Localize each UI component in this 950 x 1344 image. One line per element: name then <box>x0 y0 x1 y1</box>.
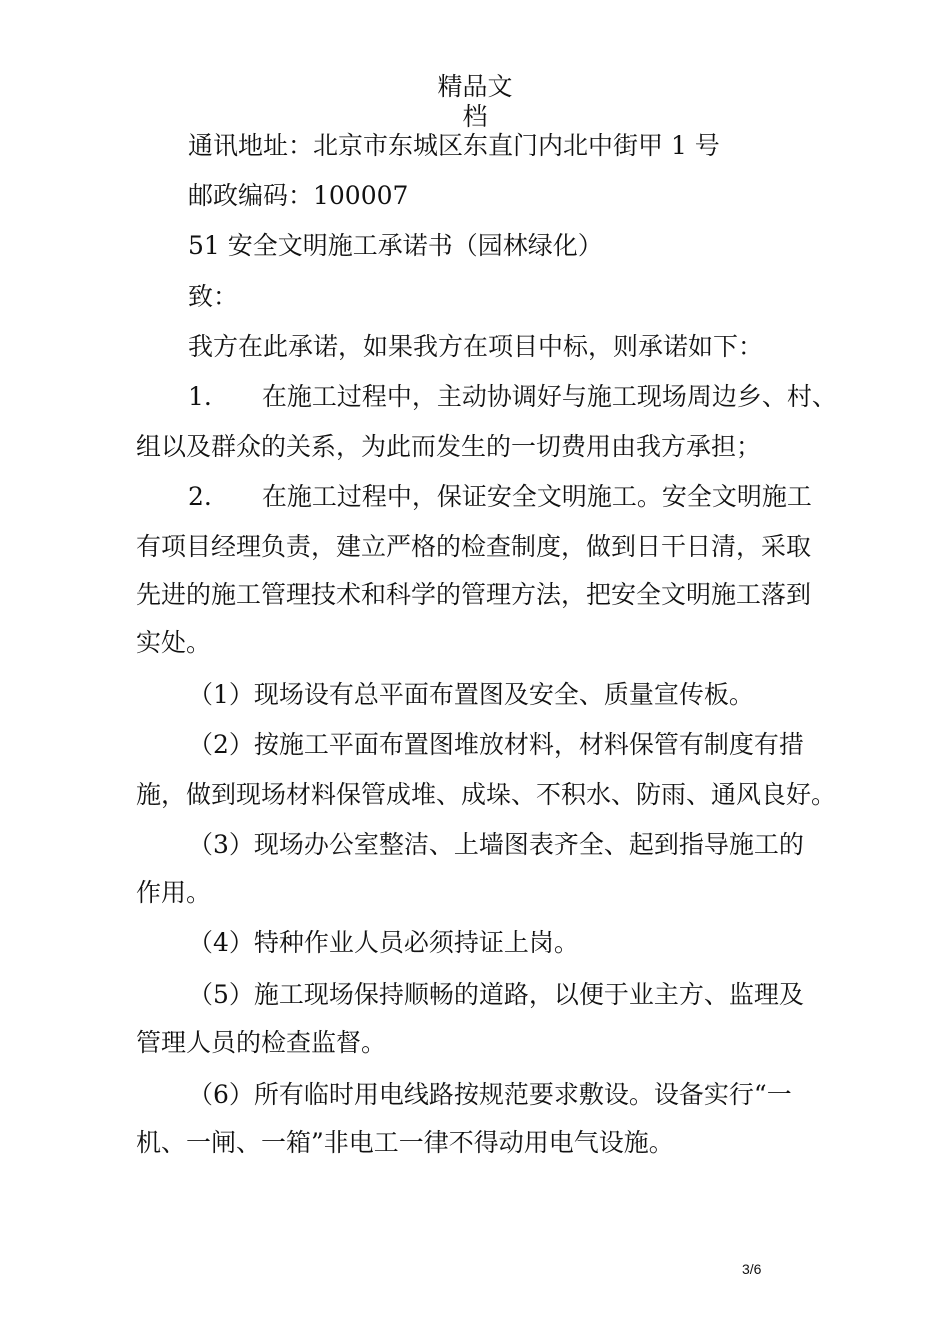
paragraph-line: 施，做到现场材料保管成堆、成垛、不积水、防雨、通风良好。 <box>136 780 837 809</box>
paragraph-line: 实处。 <box>136 628 212 657</box>
paragraph-line: 先进的施工管理技术和科学的管理方法，把安全文明施工落到 <box>136 580 812 609</box>
paragraph-line: （6）所有临时用电线路按规范要求敷设。设备实行“一 <box>188 1080 792 1109</box>
salutation: 致： <box>188 282 239 311</box>
paragraph-line: 1. 在施工过程中，主动协调好与施工现场周边乡、村、 <box>188 382 837 411</box>
page-number: 3/6 <box>742 1261 762 1277</box>
paragraph-line: 作用。 <box>136 878 212 907</box>
postcode-line: 邮政编码：100007 <box>188 181 409 210</box>
paragraph-line: 2. 在施工过程中，保证安全文明施工。安全文明施工 <box>188 482 812 511</box>
header-title-line2: 档 <box>462 102 488 131</box>
paragraph-line: 组以及群众的关系，为此而发生的一切费用由我方承担； <box>136 432 762 461</box>
paragraph-line: 我方在此承诺，如果我方在项目中标，则承诺如下： <box>188 332 764 361</box>
paragraph-line: （1）现场设有总平面布置图及安全、质量宣传板。 <box>188 680 754 709</box>
paragraph-line: （4）特种作业人员必须持证上岗。 <box>188 928 579 957</box>
paragraph-line: （3）现场办公室整洁、上墙图表齐全、起到指导施工的 <box>188 830 804 859</box>
paragraph-line: （5）施工现场保持顺畅的道路，以便于业主方、监理及 <box>188 980 804 1009</box>
paragraph-line: 有项目经理负责，建立严格的检查制度，做到日干日清，采取 <box>136 532 812 561</box>
section-title: 51 安全文明施工承诺书（园林绿化） <box>188 231 603 260</box>
header-title-line1: 精品文 <box>437 72 513 101</box>
paragraph-line: （2）按施工平面布置图堆放材料，材料保管有制度有措 <box>188 730 804 759</box>
paragraph-line: 管理人员的检查监督。 <box>136 1028 387 1057</box>
paragraph-line: 机、一闸、一箱”非电工一律不得动用电气设施。 <box>136 1128 674 1157</box>
address-line: 通讯地址：北京市东城区东直门内北中街甲 1 号 <box>188 131 720 160</box>
